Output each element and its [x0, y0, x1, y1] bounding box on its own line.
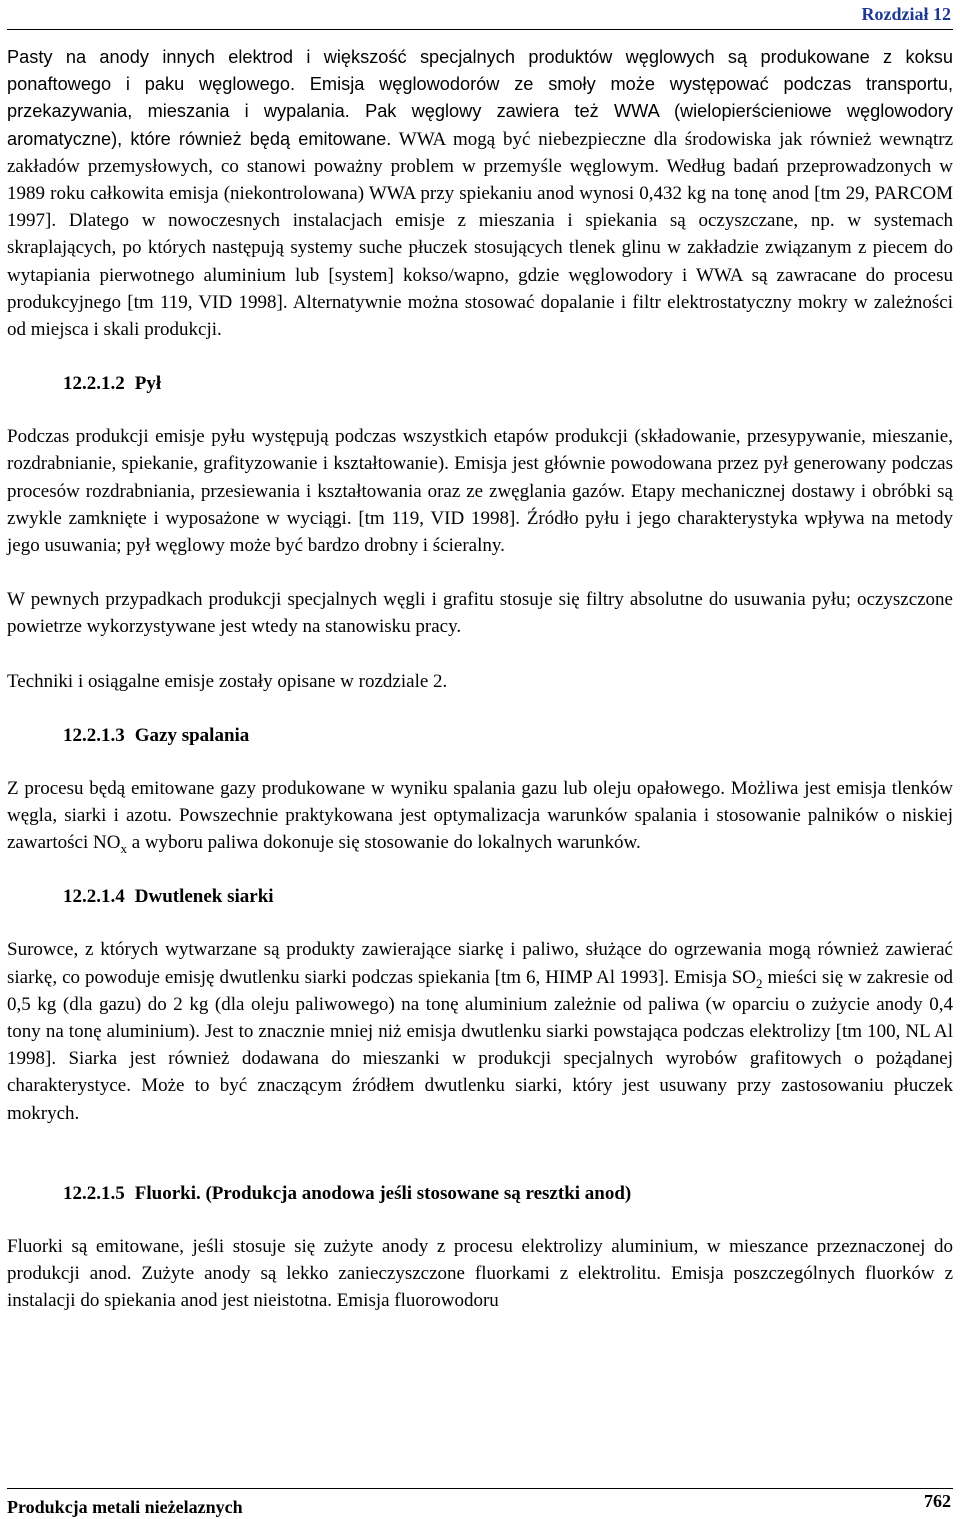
page-number: 762 [924, 1491, 951, 1511]
intro-text-c: Według badań przeprowadzonych w 1989 roku całkowita emisja (niekontrolowana) WWA przy spiekaniu anod wynosi 0,432 kg na tonę anod [tm 29, PARCOM 1997]. Dlatego w nowoczesnych instalacjach emisje z mieszania i spiekania są oczyszczane, np. w systemach skraplających, po których następują systemy suche płuczek stosujących tlenek glinu w zakładzie związanym z piecem do wytapiania pierwotnego aluminium lub [system] kokso/wapno, gdzie węglowodory i WWA są zawracane do procesu produkcyjnego [tm 119, VID 1998]. Alternatywnie można stosować dopalanie i filtr elektrostatyczny mokry w zależności od miejsca i skali produkcji. [7, 155, 953, 341]
section-number: 12.2.1.2 [63, 373, 125, 395]
chapter-label: Rozdział 12 [861, 4, 951, 24]
gazy-text-b: a wyboru paliwa dokonuje się stosowanie do lokalnych warunków. [126, 832, 641, 854]
section-number: 12.2.1.3 [63, 724, 125, 746]
siarka-text-a: Surowce, z których wytwarzane są produkty zawierające siarkę i paliwo, służące do ogrzewania mogą również zawierać siarkę, co powoduje emisję dwutlenku siarki podczas spiekania [tm 6, HIMP Al 1993]. Emisja SO [7, 939, 953, 988]
pyl-paragraph-3: Techniki i osiągalne emisje zostały opisane w rozdziale 2. [7, 670, 448, 692]
siarka-text-b: mieści się w zakresie od 0,5 kg (dla gazu) do 2 kg (dla oleju paliwowego) na tonę aluminium zależnie od paliwa (w oparciu o zużycie anody 0,4 tony na tonę aluminium). Jest to znacznie mniej niż emisja dwutlenku siarki powstająca podczas elektrolizy [tm 100, NL Al 1998]. Siarka jest również dodawana do mieszanki w produkcji specjalnych wyrobów grafitowych o pożądanej charakterystyce. Może to być znaczącym źródłem dwutlenku siarki, który jest usuwany przy zastosowaniu płuczek mokrych. [7, 966, 954, 1124]
section-title: Fluorki. (Produkcja anodowa jeśli stosowane są resztki anod) [134, 1182, 632, 1204]
section-number: 12.2.1.5 [63, 1182, 125, 1204]
subscript: x [120, 841, 127, 857]
section-heading-gazy [7, 722, 953, 749]
footer-title: Produkcja metali nieżelaznych [7, 1497, 243, 1517]
section-title: Gazy spalania [134, 724, 250, 746]
section-heading-siarka [7, 883, 953, 910]
pyl-paragraph-2: W pewnych przypadkach produkcji specjalnych węgli i grafitu stosuje się filtry absolutne do usuwania pyłu; oczyszczone powietrze wykorzystywane jest wtedy na stanowisku pracy. [7, 589, 953, 638]
page-header [7, 0, 953, 30]
section-title: Pył [134, 373, 162, 395]
page-content [7, 44, 953, 1315]
section-heading-fluorki [7, 1180, 953, 1207]
gazy-paragraph [7, 775, 953, 857]
siarka-paragraph [7, 936, 953, 1126]
section-number: 12.2.1.4 [63, 886, 125, 908]
intro-text-b: WWA mogą być niebezpieczne dla środowiska jak również wewnątrz zakładów przemysłowych, co stanowi poważny problem w przemyśle węglowym. [7, 128, 954, 177]
fluorki-paragraph: Fluorki są emitowane, jeśli stosuje się zużyte anody z procesu elektrolizy aluminium, w mieszance przeznaczonej do produkcji anod. Zużyte anody są lekko zanieczyszczone fluorkami z elektrolitu. Emisja poszczególnych fluorków z instalacji do spiekania anod jest nieistotna. Emisja fluorowodoru [7, 1235, 953, 1312]
intro-paragraph [7, 44, 953, 343]
subscript: 2 [756, 975, 763, 991]
pyl-paragraph-1: Podczas produkcji emisje pyłu występują podczas wszystkich etapów produkcji (składowanie, przesypywanie, mieszanie, rozdrabnianie, spiekanie, grafityzowanie i kształtowanie). Emisja jest głównie powodowana przez pył generowany podczas procesów rozdrabniania, przesiewania i kształtowania oraz ze zwęglania gazów. Etapy mechanicznej dostawy i obróbki są zwykle zamknięte i wyposażone w wyciągi. [tm 119, VID 1998]. Źródło pyłu i jego charakterystyka wpływa na metody jego usuwania; pył węglowy może być bardzo drobny i ścieralny. [7, 426, 953, 557]
intro-text-sans: Pasty na anody innych elektrod i większość specjalnych produktów węglowych są produkowane z koksu ponaftowego i paku węglowego. Emisja węglowodorów ze smoły może występować podczas transportu, przekazywania, mieszania i wypalania. Pak węglowy zawiera też WWA (wielopierścieniowe węglowodory aromatyczne), które również będą emitowane. [7, 47, 953, 149]
section-heading-pyl [7, 370, 953, 397]
gazy-text-a: Z procesu będą emitowane gazy produkowane w wyniku spalania gazu lub oleju opałowego. Możliwa jest emisja tlenków węgla, siarki i azotu. Powszechnie praktykowana jest optymalizacja warunków spalania i stosowanie palników o niskiej zawartości NO [7, 777, 953, 854]
page-footer [7, 1488, 953, 1519]
section-title: Dwutlenek siarki [134, 886, 274, 908]
